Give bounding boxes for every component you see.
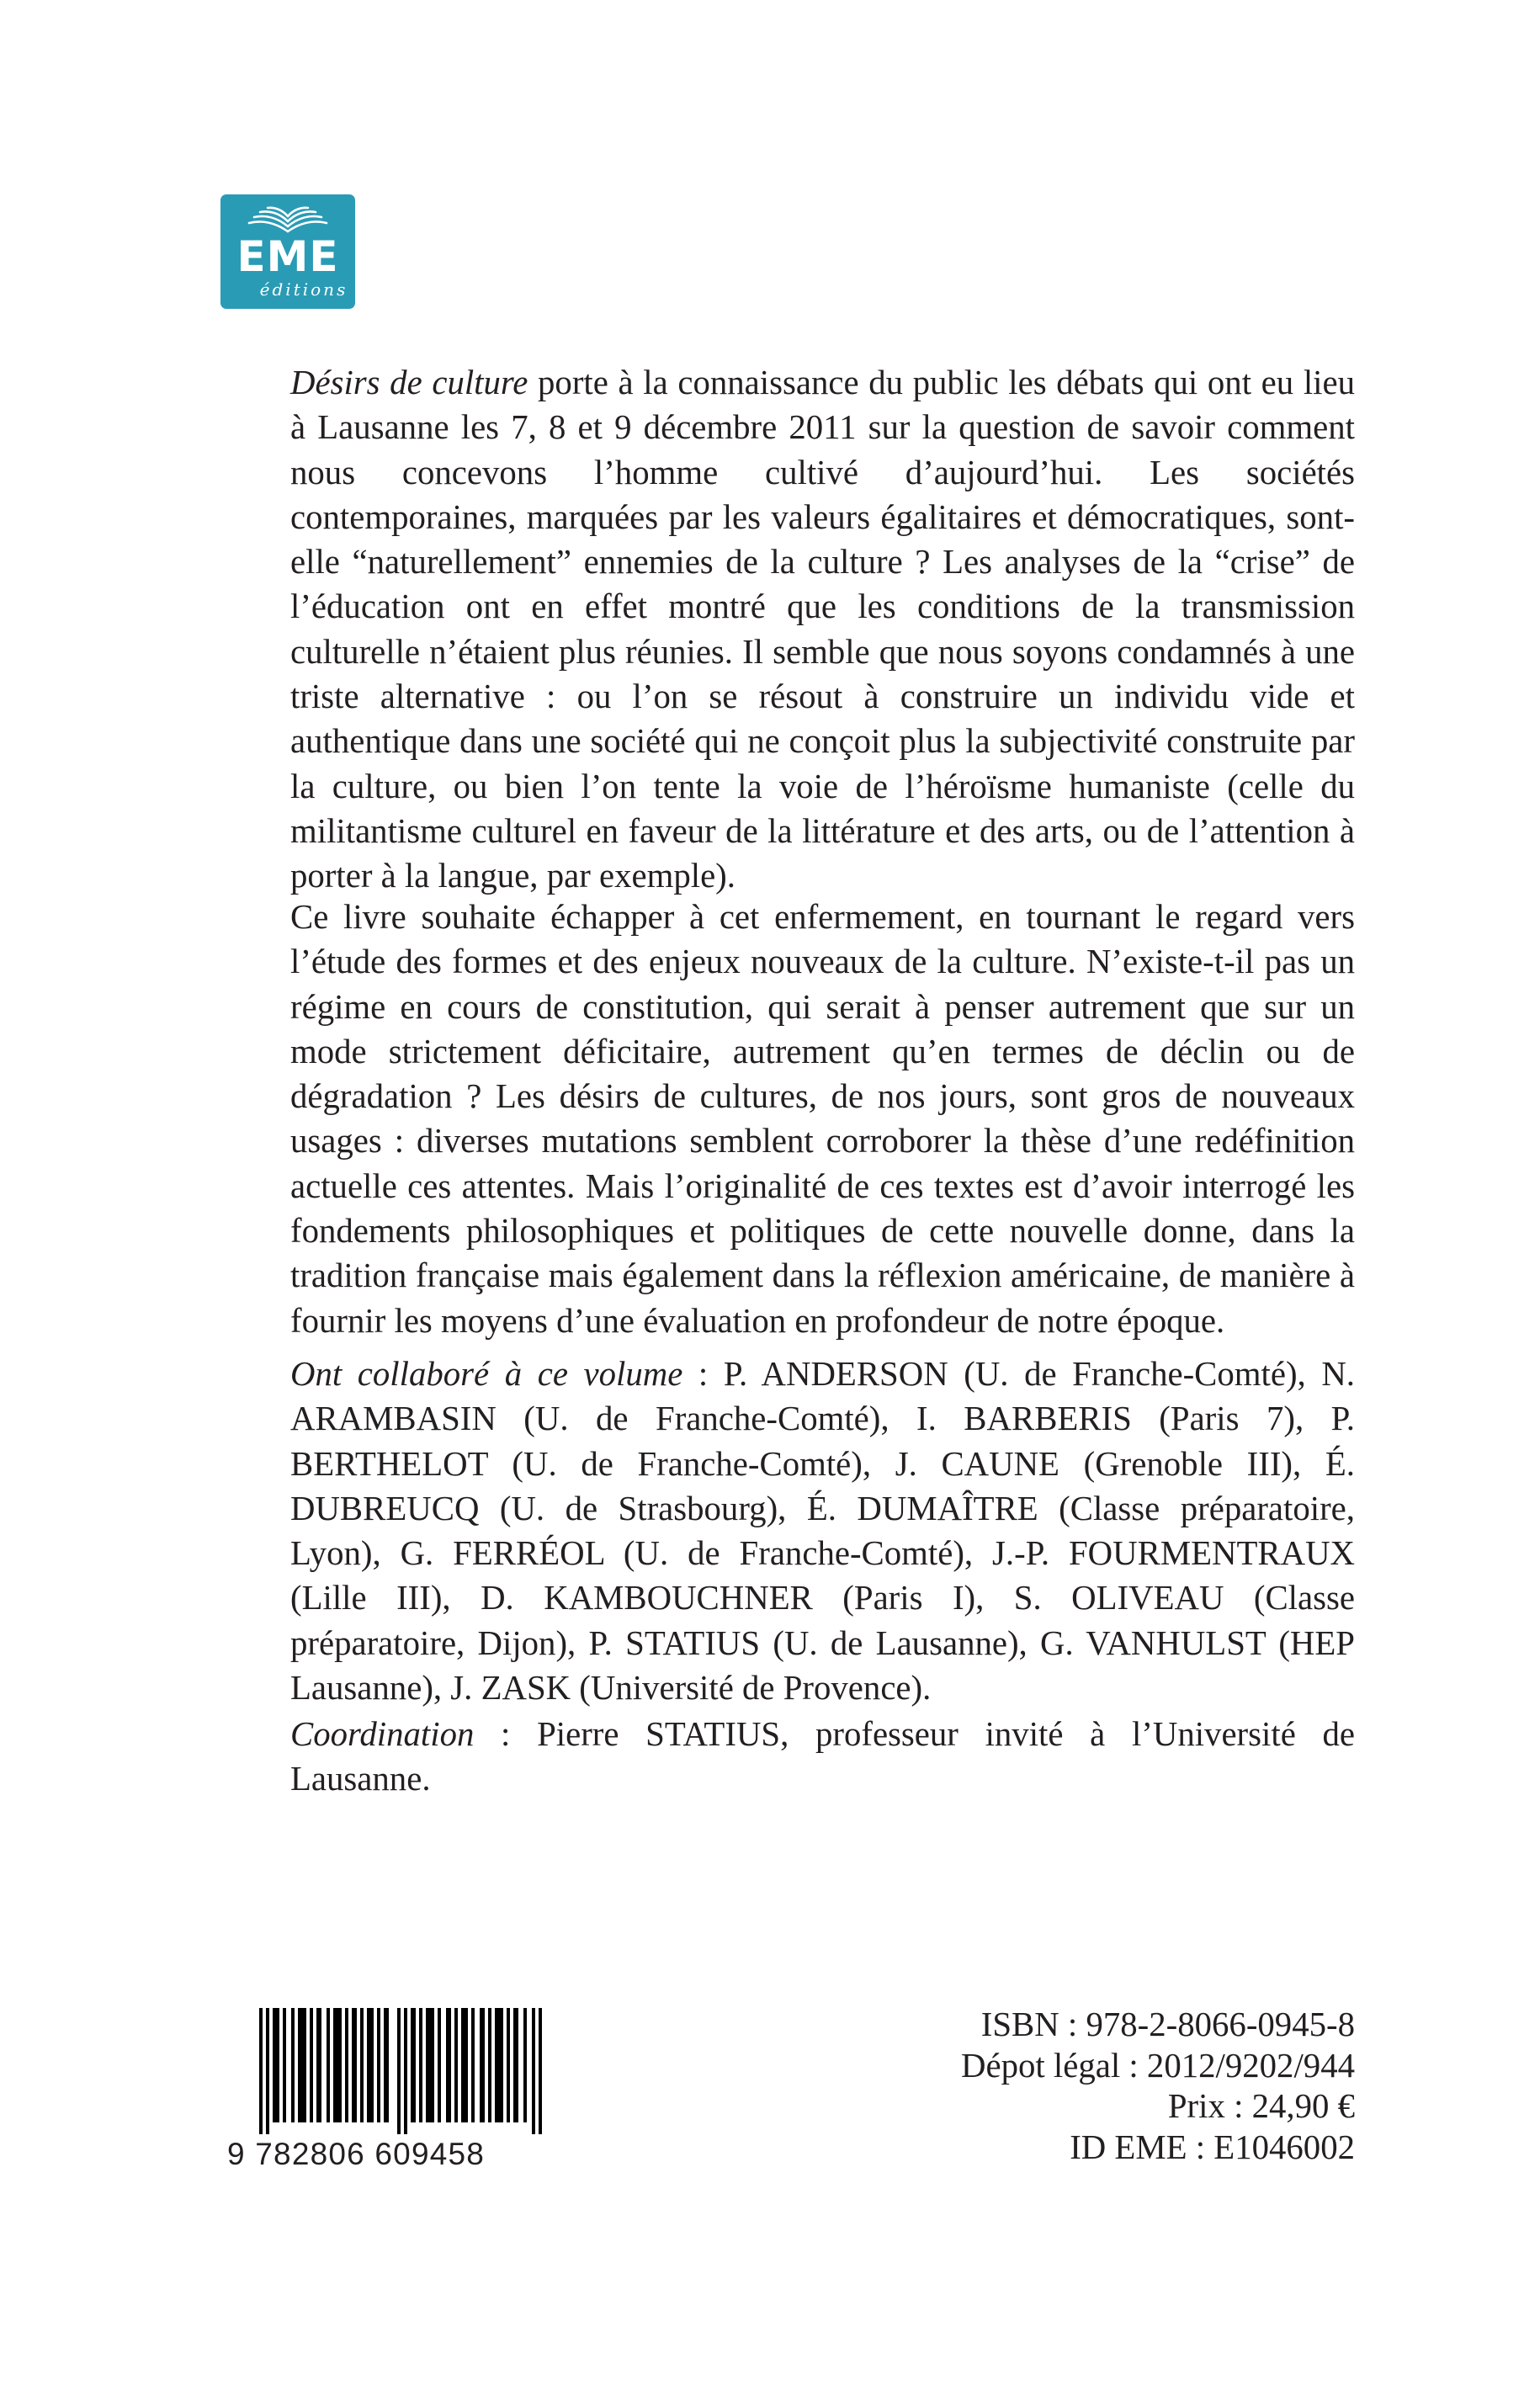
- logo-wordmark: EME: [236, 232, 339, 281]
- coordination-paragraph: [290, 1712, 1355, 1802]
- book-title-italic: Désirs de culture: [290, 364, 528, 401]
- barcode-image: [259, 2008, 554, 2134]
- contributors-text: : P. ANDERSON (U. de Franche-Comté), N. ARAMBASIN (U. de Franche-Comté), I. BARBERIS (Paris 7), P. BERTHELOT (U. de Franche-Comté), J. CAUNE (Grenoble III), É. DUBREUCQ (U. de Strasbourg), É. DUMAÎTRE (Classe préparatoire, Lyon), G. FERRÉOL (U. de Franche-Comté), J.-P. FOURMENTRAUX (Lille III), D. KAMBOUCHNER (Paris I), S. OLIVEAU (Classe préparatoire, Dijon), P. STATIUS (U. de Lausanne), G. VANHULST (HEP Lausanne), J. ZASK (Université de Provence).: [290, 1355, 1355, 1708]
- publisher-logo: [220, 194, 355, 309]
- barcode-number: 9 782806 609458: [227, 2137, 486, 2171]
- isbn: ISBN : 978-2-8066-0945-8: [980, 2005, 1355, 2043]
- logo-subtitle: éditions: [259, 279, 348, 300]
- paragraph-1-text: porte à la connaissance du public les débats qui ont eu lieu à Lausanne les 7, 8 et 9 décembre 2011 sur la question de savoir comment nous concevons l’homme cultivé d’aujourd’hui. Les sociétés contemporaines, marquées par les valeurs égalitaires et démocratiques, sont-elle “naturellement” ennemies de la culture ? Les analyses de la “crise” de l’éducation ont en effet montré que les conditions de la transmission culturelle n’étaient plus réunies. Il semble que nous soyons condamnés à une triste alternative : ou l’on se résout à construire un individu vide et authentique dans une société qui ne conçoit plus la subjectivité construite par la culture, ou bien l’on tente la voie de l’héroïsme humaniste (celle du militantisme culturel en faveur de la littérature et des arts, ou de l’attention à porter à la langue, par exemple).: [290, 364, 1356, 895]
- contributors-label: Ont collaboré à ce volume: [290, 1355, 683, 1393]
- coordination-text: : Pierre STATIUS, professeur invité à l’Université de Lausanne.: [290, 1715, 1355, 1798]
- price: Prix : 24,90 €: [1167, 2087, 1355, 2125]
- open-book-icon: [220, 203, 355, 236]
- contributors-paragraph: [290, 1352, 1355, 1710]
- publisher-id: ID EME : E1046002: [1070, 2127, 1355, 2166]
- description-paragraph-2: Ce livre souhaite échapper à cet enfermement, en tournant le regard vers l’étude des formes et des enjeux nouveaux de la culture. N’existe-t-il pas un régime en cours de constitution, qui serait à penser autrement que sur un mode strictement déficitaire, autrement qu’en termes de déclin ou de dégradation ? Les désirs de cultures, de nos jours, sont gros de nouveaux usages : diverses mutations semblent corroborer la thèse d’une redéfinition actuelle ces attentes. Mais l’originalité de ces textes est d’avoir interrogé les fondements philosophiques et politiques de cette nouvelle donne, dans la tradition française mais également dans la réflexion américaine, de manière à fournir les moyens d’une évaluation en profondeur de notre époque.: [290, 898, 1355, 1340]
- legal-deposit: Dépot légal : 2012/9202/944: [961, 2046, 1355, 2085]
- book-info-block: [961, 2005, 1355, 2168]
- description-paragraph-1: [290, 360, 1355, 899]
- coordination-label: Coordination: [290, 1715, 475, 1753]
